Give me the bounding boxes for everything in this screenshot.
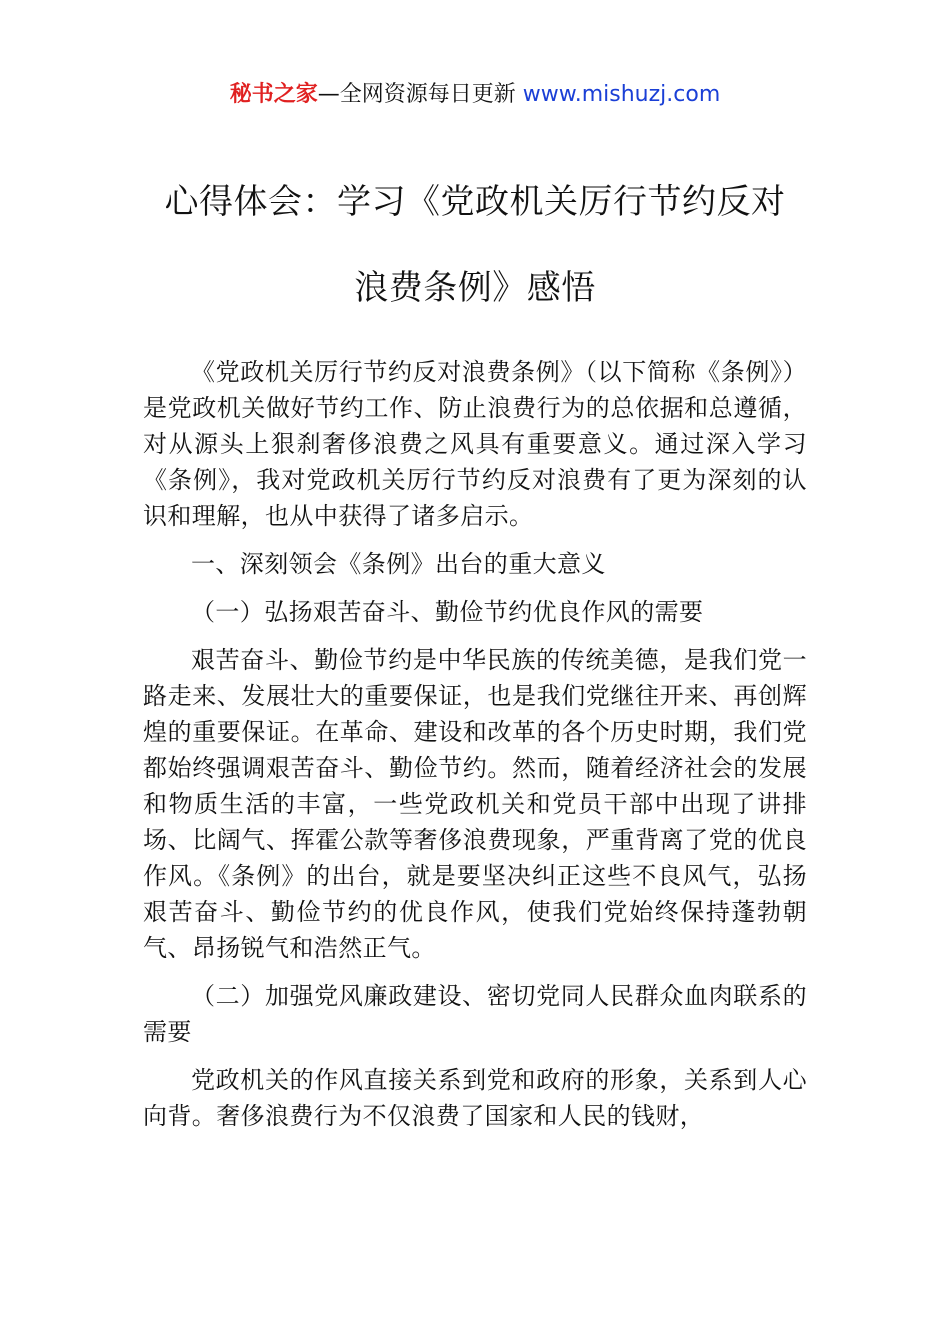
site-tagline: —全网资源每日更新 — [317, 82, 523, 107]
section-heading-1: 一、深刻领会《条例》出台的重大意义 — [191, 550, 606, 578]
site-url[interactable]: www.mishuzj.com — [522, 82, 721, 107]
title-line-1: 心得体会：学习《党政机关厉行节约反对 — [164, 182, 786, 222]
document-body — [143, 354, 807, 1134]
subsection-heading-2: （二）加强党风廉政建设、密切党同人民群众血肉联系的需要 — [143, 982, 807, 1046]
site-brand: 秘书之家 — [229, 82, 318, 107]
intro-paragraph: 《党政机关厉行节约反对浪费条例》（以下简称《条例》）是党政机关做好节约工作、防止浪费行为的总依据和总遵循，对从源头上狠刹奢侈浪费之风具有重要意义。通过深入学习《条例》，我对党政机关厉行节约反对浪费有了更为深刻的认识和理解，也从中获得了诸多启示。 — [143, 358, 807, 530]
site-header — [0, 80, 950, 110]
document-title — [130, 176, 820, 314]
title-line-2: 浪费条例》感悟 — [354, 268, 596, 308]
body-paragraph: 党政机关的作风直接关系到党和政府的形象，关系到人心向背。奢侈浪费行为不仅浪费了国家和人民的钱财， — [143, 1066, 807, 1130]
subsection-heading-1: （一）弘扬艰苦奋斗、勤俭节约优良作风的需要 — [191, 598, 704, 626]
body-paragraph: 艰苦奋斗、勤俭节约是中华民族的传统美德，是我们党一路走来、发展壮大的重要保证，也是我们党继往开来、再创辉煌的重要保证。在革命、建设和改革的各个历史时期，我们党都始终强调艰苦奋斗、勤俭节约。然而，随着经济社会的发展和物质生活的丰富，一些党政机关和党员干部中出现了讲排场、比阔气、挥霍公款等奢侈浪费现象，严重背离了党的优良作风。《条例》的出台，就是要坚决纠正这些不良风气，弘扬艰苦奋斗、勤俭节约的优良作风，使我们党始终保持蓬勃朝气、昂扬锐气和浩然正气。 — [143, 646, 807, 962]
